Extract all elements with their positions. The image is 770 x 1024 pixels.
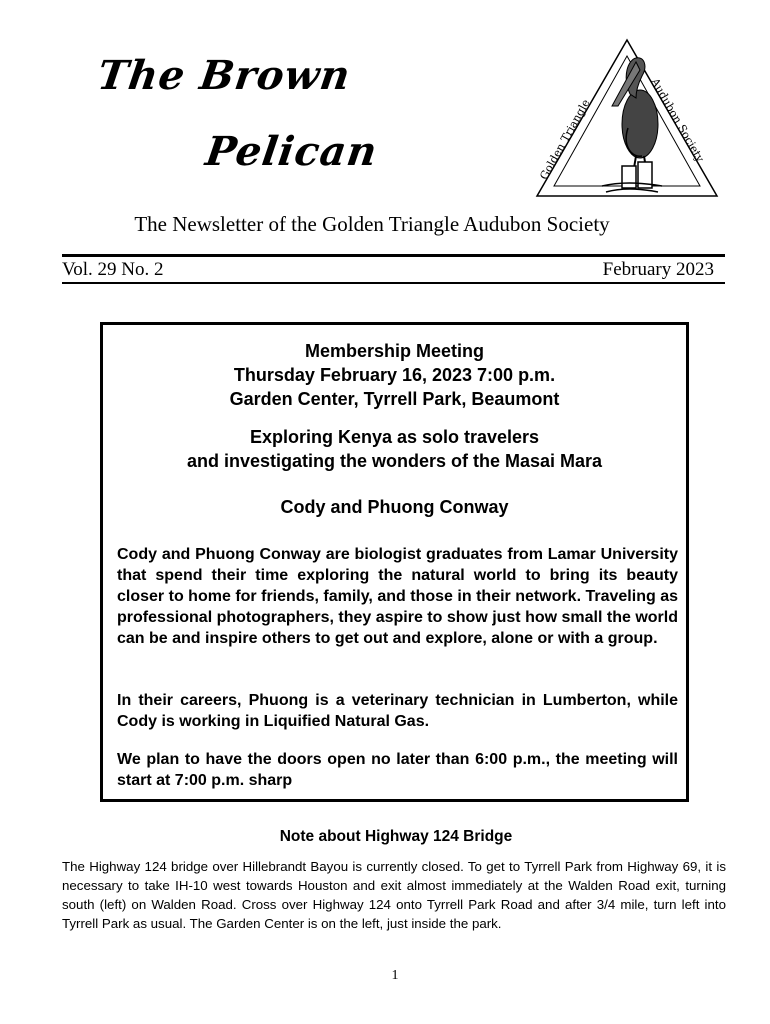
newsletter-title-line2: Pelican — [202, 128, 381, 175]
bridge-note-heading: Note about Highway 124 Bridge — [279, 828, 513, 845]
logo-text-left: Golden Triangle — [537, 97, 593, 182]
logo-text-right: Audubon Society — [648, 75, 707, 165]
meeting-announcement-box — [100, 322, 689, 802]
newsletter-subtitle: The Newsletter of the Golden Triangle Audubon Society — [134, 212, 610, 236]
newsletter-title-line1: The Brown — [94, 52, 354, 99]
program-topic-line2: and investigating the wonders of the Masai Mara — [186, 451, 603, 471]
program-topic-line1: Exploring Kenya as solo travelers — [249, 427, 540, 447]
svg-text:Golden Triangle — [537, 97, 592, 182]
piling-icon — [602, 162, 662, 192]
program-speakers: Cody and Phuong Conway — [280, 497, 509, 517]
page-number: 1 — [391, 968, 399, 983]
issue-date: February 2023 — [602, 259, 714, 280]
meeting-heading: Membership Meeting — [304, 341, 485, 361]
meeting-datetime: Thursday February 16, 2023 7:00 p.m. — [233, 365, 556, 385]
speakers-bio: Cody and Phuong Conway are biologist graduates from Lamar University that spend their time exploring the natural world to bring its beauty closer to home for friends, family, and those in their network. Traveling as professional photographers, they aspire to show just how small the world can be and inspire others to get out and explore, alone or with a group. — [117, 546, 678, 647]
pelican-icon — [612, 58, 658, 168]
issue-volume: Vol. 29 No. 2 — [62, 259, 164, 280]
speakers-careers: In their careers, Phuong is a veterinary technician in Lumberton, while Cody is working in Liquified Natural Gas. — [117, 692, 678, 730]
masthead-rule-top — [62, 254, 725, 257]
doors-open-note: We plan to have the doors open no later than 6:00 p.m., the meeting will start at 7:00 p.m. sharp — [117, 751, 678, 789]
masthead-rule-bottom — [62, 282, 725, 284]
bridge-note-body: The Highway 124 bridge over Hillebrandt Bayou is currently closed. To get to Tyrrell Park from Highway 69, it is necessary to take IH-10 west towards Houston and exit almost immediately at the Walden Road exit, turning south (left) on Walden Road. Cross over Highway 124 onto Tyrrell Park Road and after 3/4 mile, turn left into Tyrrell Park as usual. The Garden Center is on the left, just inside the park. — [62, 859, 726, 931]
meeting-location: Garden Center, Tyrrell Park, Beaumont — [229, 389, 560, 409]
society-logo — [532, 36, 722, 206]
